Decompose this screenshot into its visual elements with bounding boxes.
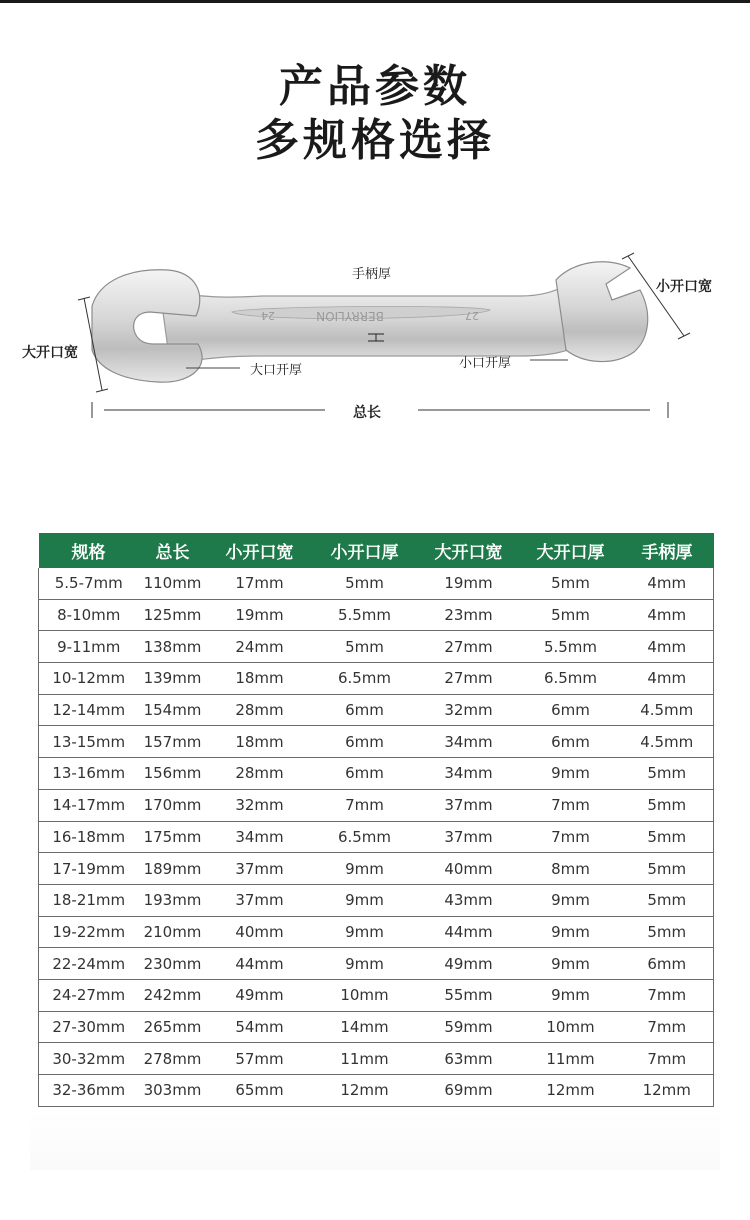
cell-small-opening-thickness: 9mm <box>313 884 417 916</box>
small-opening-thickness-label: 小口开厚 <box>459 356 512 371</box>
small-opening-width-label: 小开口宽 <box>656 279 712 295</box>
bottom-background <box>30 1110 720 1170</box>
spec-table-header-row <box>39 533 714 568</box>
cell-small-opening-thickness: 5.5mm <box>313 599 417 631</box>
cell-spec: 14-17mm <box>39 789 139 821</box>
cell-spec: 17-19mm <box>39 853 139 885</box>
cell-small-opening-width: 18mm <box>207 726 313 758</box>
cell-large-opening-thickness: 8mm <box>521 853 621 885</box>
header-large-opening-width: 大开口宽 <box>417 533 521 568</box>
cell-large-opening-width: 63mm <box>417 1043 521 1075</box>
cell-handle-thickness: 4mm <box>621 631 714 663</box>
cell-handle-thickness: 4.5mm <box>621 726 714 758</box>
cell-small-opening-width: 24mm <box>207 631 313 663</box>
cell-small-opening-thickness: 10mm <box>313 979 417 1011</box>
table-row <box>39 1075 714 1107</box>
cell-large-opening-thickness: 9mm <box>521 916 621 948</box>
cell-spec: 12-14mm <box>39 694 139 726</box>
large-opening-width-label: 大开口宽 <box>22 345 78 361</box>
cell-small-opening-width: 34mm <box>207 821 313 853</box>
cell-small-opening-thickness: 9mm <box>313 853 417 885</box>
cell-handle-thickness: 5mm <box>621 884 714 916</box>
cell-small-opening-width: 65mm <box>207 1075 313 1107</box>
table-row <box>39 979 714 1011</box>
cell-large-opening-thickness: 7mm <box>521 789 621 821</box>
cell-handle-thickness: 5mm <box>621 853 714 885</box>
cell-spec: 24-27mm <box>39 979 139 1011</box>
cell-total-length: 125mm <box>139 599 207 631</box>
cell-large-opening-thickness: 11mm <box>521 1043 621 1075</box>
cell-total-length: 170mm <box>139 789 207 821</box>
table-row <box>39 631 714 663</box>
cell-spec: 32-36mm <box>39 1075 139 1107</box>
cell-handle-thickness: 4mm <box>621 599 714 631</box>
cell-small-opening-width: 19mm <box>207 599 313 631</box>
cell-handle-thickness: 7mm <box>621 979 714 1011</box>
cell-handle-thickness: 6mm <box>621 948 714 980</box>
cell-spec: 19-22mm <box>39 916 139 948</box>
cell-small-opening-thickness: 14mm <box>313 1011 417 1043</box>
cell-total-length: 230mm <box>139 948 207 980</box>
cell-handle-thickness: 4mm <box>621 568 714 599</box>
spec-table-body <box>39 568 714 1106</box>
cell-large-opening-thickness: 9mm <box>521 979 621 1011</box>
cell-large-opening-thickness: 9mm <box>521 884 621 916</box>
cell-small-opening-thickness: 6mm <box>313 758 417 790</box>
cell-spec: 9-11mm <box>39 631 139 663</box>
table-row <box>39 916 714 948</box>
cell-large-opening-thickness: 12mm <box>521 1075 621 1107</box>
cell-total-length: 242mm <box>139 979 207 1011</box>
cell-large-opening-width: 37mm <box>417 789 521 821</box>
cell-large-opening-thickness: 6mm <box>521 694 621 726</box>
cell-small-opening-thickness: 11mm <box>313 1043 417 1075</box>
cell-large-opening-width: 34mm <box>417 758 521 790</box>
table-row <box>39 789 714 821</box>
cell-large-opening-width: 19mm <box>417 568 521 599</box>
cell-small-opening-width: 28mm <box>207 758 313 790</box>
handle-thickness-label: 手柄厚 <box>352 267 392 282</box>
cell-handle-thickness: 7mm <box>621 1043 714 1075</box>
header-large-opening-thickness: 大开口厚 <box>521 533 621 568</box>
cell-handle-thickness: 12mm <box>621 1075 714 1107</box>
cell-total-length: 278mm <box>139 1043 207 1075</box>
cell-small-opening-width: 57mm <box>207 1043 313 1075</box>
table-row <box>39 821 714 853</box>
cell-small-opening-thickness: 6.5mm <box>313 663 417 695</box>
table-row <box>39 948 714 980</box>
header-small-opening-width: 小开口宽 <box>207 533 313 568</box>
cell-total-length: 265mm <box>139 1011 207 1043</box>
table-row <box>39 694 714 726</box>
cell-small-opening-width: 54mm <box>207 1011 313 1043</box>
cell-small-opening-thickness: 6.5mm <box>313 821 417 853</box>
table-row <box>39 884 714 916</box>
cell-small-opening-thickness: 7mm <box>313 789 417 821</box>
header-total-length: 总长 <box>139 533 207 568</box>
cell-total-length: 303mm <box>139 1075 207 1107</box>
page-title: 产品参数 <box>279 61 471 112</box>
cell-spec: 10-12mm <box>39 663 139 695</box>
cell-handle-thickness: 5mm <box>621 916 714 948</box>
cell-spec: 13-16mm <box>39 758 139 790</box>
cell-spec: 16-18mm <box>39 821 139 853</box>
cell-large-opening-thickness: 9mm <box>521 758 621 790</box>
cell-large-opening-thickness: 5mm <box>521 568 621 599</box>
table-row <box>39 758 714 790</box>
cell-large-opening-width: 32mm <box>417 694 521 726</box>
header-small-opening-thickness: 小开口厚 <box>313 533 417 568</box>
table-row <box>39 1011 714 1043</box>
cell-spec: 22-24mm <box>39 948 139 980</box>
cell-handle-thickness: 5mm <box>621 758 714 790</box>
cell-spec: 18-21mm <box>39 884 139 916</box>
spec-table <box>38 533 714 1107</box>
cell-spec: 8-10mm <box>39 599 139 631</box>
cell-large-opening-thickness: 9mm <box>521 948 621 980</box>
cell-small-opening-width: 40mm <box>207 916 313 948</box>
cell-small-opening-thickness: 9mm <box>313 916 417 948</box>
header-spec: 规格 <box>39 533 139 568</box>
cell-small-opening-width: 18mm <box>207 663 313 695</box>
cell-large-opening-thickness: 7mm <box>521 821 621 853</box>
cell-spec: 27-30mm <box>39 1011 139 1043</box>
cell-small-opening-thickness: 12mm <box>313 1075 417 1107</box>
cell-handle-thickness: 5mm <box>621 789 714 821</box>
cell-small-opening-width: 49mm <box>207 979 313 1011</box>
cell-large-opening-thickness: 5mm <box>521 599 621 631</box>
cell-total-length: 193mm <box>139 884 207 916</box>
cell-large-opening-width: 55mm <box>417 979 521 1011</box>
cell-small-opening-thickness: 6mm <box>313 694 417 726</box>
cell-small-opening-width: 37mm <box>207 853 313 885</box>
cell-large-opening-width: 27mm <box>417 663 521 695</box>
cell-small-opening-width: 37mm <box>207 884 313 916</box>
wrench-small-head <box>556 262 648 362</box>
cell-total-length: 157mm <box>139 726 207 758</box>
cell-large-opening-width: 43mm <box>417 884 521 916</box>
cell-handle-thickness: 7mm <box>621 1011 714 1043</box>
cell-large-opening-width: 27mm <box>417 631 521 663</box>
wrench-stamp: BERRYLION <box>316 309 384 323</box>
cell-large-opening-width: 40mm <box>417 853 521 885</box>
total-length-label: 总长 <box>353 405 381 421</box>
cell-total-length: 138mm <box>139 631 207 663</box>
wrench-size-left: 24 <box>261 309 275 322</box>
cell-total-length: 139mm <box>139 663 207 695</box>
table-row <box>39 1043 714 1075</box>
table-row <box>39 599 714 631</box>
cell-large-opening-width: 69mm <box>417 1075 521 1107</box>
wrench-diagram <box>0 240 750 440</box>
cell-spec: 13-15mm <box>39 726 139 758</box>
cell-small-opening-width: 44mm <box>207 948 313 980</box>
cell-handle-thickness: 5mm <box>621 821 714 853</box>
cell-total-length: 110mm <box>139 568 207 599</box>
large-opening-thickness-label: 大口开厚 <box>250 363 303 378</box>
cell-total-length: 154mm <box>139 694 207 726</box>
cell-small-opening-thickness: 6mm <box>313 726 417 758</box>
cell-large-opening-width: 44mm <box>417 916 521 948</box>
cell-large-opening-width: 49mm <box>417 948 521 980</box>
cell-total-length: 156mm <box>139 758 207 790</box>
cell-handle-thickness: 4.5mm <box>621 694 714 726</box>
cell-large-opening-width: 23mm <box>417 599 521 631</box>
cell-small-opening-width: 17mm <box>207 568 313 599</box>
top-divider <box>0 0 750 3</box>
cell-total-length: 175mm <box>139 821 207 853</box>
cell-large-opening-thickness: 5.5mm <box>521 631 621 663</box>
table-row <box>39 853 714 885</box>
cell-large-opening-width: 34mm <box>417 726 521 758</box>
cell-large-opening-thickness: 6.5mm <box>521 663 621 695</box>
cell-spec: 5.5-7mm <box>39 568 139 599</box>
cell-large-opening-thickness: 6mm <box>521 726 621 758</box>
cell-small-opening-thickness: 5mm <box>313 568 417 599</box>
table-row <box>39 663 714 695</box>
cell-total-length: 210mm <box>139 916 207 948</box>
cell-small-opening-thickness: 5mm <box>313 631 417 663</box>
cell-large-opening-width: 59mm <box>417 1011 521 1043</box>
cell-small-opening-width: 28mm <box>207 694 313 726</box>
cell-spec: 30-32mm <box>39 1043 139 1075</box>
cell-total-length: 189mm <box>139 853 207 885</box>
cell-large-opening-thickness: 10mm <box>521 1011 621 1043</box>
table-row <box>39 726 714 758</box>
cell-large-opening-width: 37mm <box>417 821 521 853</box>
table-row <box>39 568 714 599</box>
header-handle-thickness: 手柄厚 <box>621 533 714 568</box>
page-subtitle: 多规格选择 <box>255 115 495 166</box>
cell-handle-thickness: 4mm <box>621 663 714 695</box>
cell-small-opening-width: 32mm <box>207 789 313 821</box>
wrench-size-right: 27 <box>465 309 479 322</box>
cell-small-opening-thickness: 9mm <box>313 948 417 980</box>
